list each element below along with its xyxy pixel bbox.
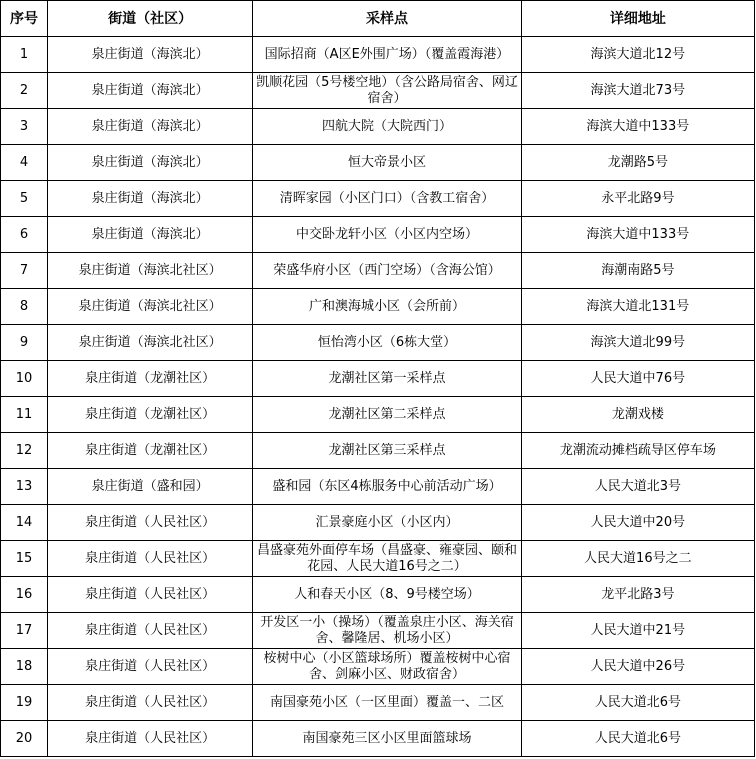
table-row (1, 433, 755, 469)
table-row (1, 145, 755, 181)
row-number: 14 (1, 505, 48, 541)
row-number: 11 (1, 397, 48, 433)
row-address: 海滨大道中133号 (521, 217, 754, 253)
row-number: 4 (1, 145, 48, 181)
table-row (1, 325, 755, 361)
row-address: 龙潮流动摊档疏导区停车场 (521, 433, 754, 469)
row-address: 龙潮戏楼 (521, 397, 754, 433)
row-number: 2 (1, 73, 48, 109)
row-address: 人民大道中20号 (521, 505, 754, 541)
row-site: 桉树中心（小区篮球场所）覆盖桉树中心宿舍、剑麻小区、财政宿舍） (253, 649, 521, 685)
table-row (1, 721, 755, 757)
row-street: 泉庄街道（人民社区） (48, 721, 253, 757)
row-number: 20 (1, 721, 48, 757)
header-row (1, 1, 755, 37)
row-number: 13 (1, 469, 48, 505)
row-street: 泉庄街道（海滨北） (48, 181, 253, 217)
row-street: 泉庄街道（人民社区） (48, 577, 253, 613)
row-street: 泉庄街道（海滨北） (48, 217, 253, 253)
row-address: 海滨大道中133号 (521, 109, 754, 145)
row-site: 龙潮社区第一采样点 (253, 361, 521, 397)
row-site: 盛和园（东区4栋服务中心前活动广场） (253, 469, 521, 505)
row-address: 海潮南路5号 (521, 253, 754, 289)
row-address: 人民大道16号之二 (521, 541, 754, 577)
row-site: 四航大院（大院西门） (253, 109, 521, 145)
row-number: 19 (1, 685, 48, 721)
row-street: 泉庄街道（龙潮社区） (48, 361, 253, 397)
row-street: 泉庄街道（龙潮社区） (48, 433, 253, 469)
table-row (1, 253, 755, 289)
row-address: 海滨大道北99号 (521, 325, 754, 361)
table-row (1, 181, 755, 217)
table-row (1, 37, 755, 73)
table-row (1, 109, 755, 145)
row-street: 泉庄街道（海滨北社区） (48, 289, 253, 325)
row-number: 1 (1, 37, 48, 73)
row-street: 泉庄街道（人民社区） (48, 613, 253, 649)
row-site: 龙潮社区第三采样点 (253, 433, 521, 469)
table-body (1, 37, 755, 757)
row-address: 海滨大道北73号 (521, 73, 754, 109)
row-street: 泉庄街道（海滨北） (48, 109, 253, 145)
row-address: 海滨大道北131号 (521, 289, 754, 325)
row-site: 南国豪苑三区小区里面篮球场 (253, 721, 521, 757)
table-row (1, 217, 755, 253)
row-number: 7 (1, 253, 48, 289)
row-address: 永平北路9号 (521, 181, 754, 217)
table-row (1, 289, 755, 325)
row-site: 恒大帝景小区 (253, 145, 521, 181)
table-row (1, 649, 755, 685)
row-address: 人民大道中26号 (521, 649, 754, 685)
header-site: 采样点 (253, 1, 521, 37)
table-row (1, 685, 755, 721)
row-site: 南国豪苑小区（一区里面）覆盖一、二区 (253, 685, 521, 721)
row-site: 人和春天小区（8、9号楼空场） (253, 577, 521, 613)
row-street: 泉庄街道（盛和园） (48, 469, 253, 505)
header-street: 街道（社区） (48, 1, 253, 37)
row-number: 17 (1, 613, 48, 649)
row-number: 10 (1, 361, 48, 397)
table-row (1, 541, 755, 577)
row-address: 人民大道中21号 (521, 613, 754, 649)
row-site: 国际招商（A区E外围广场）（覆盖霞海港） (253, 37, 521, 73)
row-number: 3 (1, 109, 48, 145)
table-row (1, 613, 755, 649)
row-street: 泉庄街道（海滨北） (48, 145, 253, 181)
row-number: 9 (1, 325, 48, 361)
row-site: 凯顺花园（5号楼空地）（含公路局宿舍、网辽宿舍） (253, 73, 521, 109)
row-number: 16 (1, 577, 48, 613)
row-address: 人民大道北6号 (521, 721, 754, 757)
row-street: 泉庄街道（人民社区） (48, 649, 253, 685)
row-street: 泉庄街道（人民社区） (48, 685, 253, 721)
row-address: 人民大道北6号 (521, 685, 754, 721)
row-street: 泉庄街道（人民社区） (48, 505, 253, 541)
row-number: 12 (1, 433, 48, 469)
row-site: 开发区一小（操场）（覆盖泉庄小区、海关宿舍、馨隆居、机场小区） (253, 613, 521, 649)
header-address: 详细地址 (521, 1, 754, 37)
row-address: 龙平北路3号 (521, 577, 754, 613)
row-site: 昌盛豪苑外面停车场（昌盛豪、雍豪园、颐和花园、人民大道16号之二） (253, 541, 521, 577)
row-site: 清晖家园（小区门口）（含教工宿舍） (253, 181, 521, 217)
row-street: 泉庄街道（海滨北） (48, 37, 253, 73)
row-street: 泉庄街道（海滨北） (48, 73, 253, 109)
table-row (1, 505, 755, 541)
row-site: 龙潮社区第二采样点 (253, 397, 521, 433)
row-number: 8 (1, 289, 48, 325)
table-row (1, 577, 755, 613)
row-address: 龙潮路5号 (521, 145, 754, 181)
table-row (1, 361, 755, 397)
row-site: 恒怡湾小区（6栋大堂） (253, 325, 521, 361)
header-number: 序号 (1, 1, 48, 37)
row-street: 泉庄街道（海滨北社区） (48, 325, 253, 361)
row-street: 泉庄街道（人民社区） (48, 541, 253, 577)
row-street: 泉庄街道（龙潮社区） (48, 397, 253, 433)
row-street: 泉庄街道（海滨北社区） (48, 253, 253, 289)
row-address: 人民大道北3号 (521, 469, 754, 505)
row-number: 18 (1, 649, 48, 685)
row-site: 广和澳海城小区（会所前） (253, 289, 521, 325)
row-number: 6 (1, 217, 48, 253)
row-address: 人民大道中76号 (521, 361, 754, 397)
table-row (1, 73, 755, 109)
row-address: 海滨大道北12号 (521, 37, 754, 73)
row-site: 中交卧龙轩小区（小区内空场） (253, 217, 521, 253)
table-row (1, 397, 755, 433)
row-number: 5 (1, 181, 48, 217)
row-site: 荣盛华府小区（西门空场）（含海公馆） (253, 253, 521, 289)
table-row (1, 469, 755, 505)
row-site: 汇景豪庭小区（小区内） (253, 505, 521, 541)
row-number: 15 (1, 541, 48, 577)
